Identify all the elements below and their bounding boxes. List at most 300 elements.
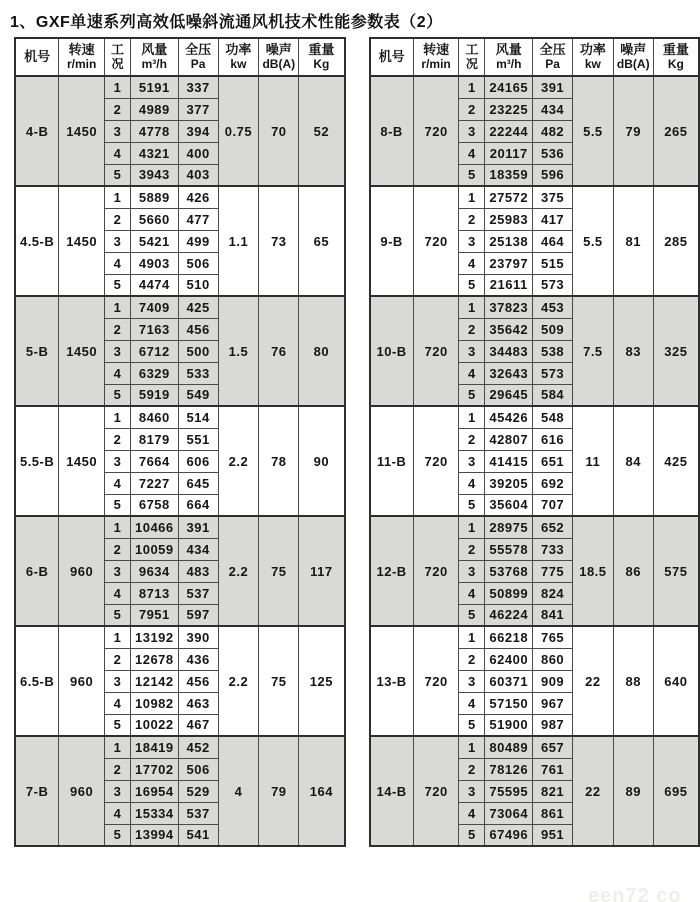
speed-cell: 720 (413, 736, 459, 846)
flow-cell: 15334 (130, 802, 178, 824)
pressure-cell: 391 (533, 76, 573, 98)
pressure-cell: 483 (178, 560, 218, 582)
speed-cell: 720 (413, 516, 459, 626)
weight-cell: 640 (653, 626, 699, 736)
condition-cell: 1 (105, 186, 131, 208)
speed-cell: 720 (413, 186, 459, 296)
flow-cell: 7951 (130, 604, 178, 626)
pressure-cell: 536 (533, 142, 573, 164)
flow-cell: 67496 (485, 824, 533, 846)
flow-cell: 35604 (485, 494, 533, 516)
flow-cell: 10466 (130, 516, 178, 538)
column-header-unit: Pa (190, 56, 206, 71)
pressure-cell: 573 (533, 362, 573, 384)
flow-cell: 22244 (485, 120, 533, 142)
model-cell: 4-B (15, 76, 59, 186)
condition-cell: 3 (459, 340, 485, 362)
power-cell: 4 (218, 736, 259, 846)
column-header-unit: Pa (545, 56, 560, 71)
flow-cell: 7664 (130, 450, 178, 472)
column-header (105, 38, 131, 76)
flow-cell: 75595 (485, 780, 533, 802)
condition-cell: 5 (459, 714, 485, 736)
column-header (218, 38, 259, 76)
column-header (15, 38, 59, 76)
fan-group (15, 186, 345, 296)
column-header-label: 机号 (378, 48, 405, 64)
noise-cell: 76 (259, 296, 299, 406)
condition-cell: 1 (459, 406, 485, 428)
column-header-label: 转速 (423, 41, 450, 57)
flow-cell: 20117 (485, 142, 533, 164)
condition-cell: 5 (105, 274, 131, 296)
pressure-cell: 482 (533, 120, 573, 142)
power-cell: 2.2 (218, 626, 259, 736)
pressure-cell: 775 (533, 560, 573, 582)
speed-cell: 720 (413, 626, 459, 736)
power-cell: 22 (572, 626, 613, 736)
condition-cell: 1 (459, 186, 485, 208)
flow-cell: 10982 (130, 692, 178, 714)
weight-cell: 425 (653, 406, 699, 516)
noise-cell: 75 (259, 516, 299, 626)
fan-group (15, 516, 345, 626)
pressure-cell: 645 (178, 472, 218, 494)
model-cell: 5-B (15, 296, 59, 406)
column-header-unit: Kg (313, 56, 330, 71)
flow-cell: 60371 (485, 670, 533, 692)
flow-cell: 34483 (485, 340, 533, 362)
noise-cell: 84 (613, 406, 653, 516)
pressure-cell: 403 (178, 164, 218, 186)
column-header (59, 38, 105, 76)
model-cell: 8-B (370, 76, 414, 186)
noise-cell: 88 (613, 626, 653, 736)
weight-cell: 80 (299, 296, 345, 406)
pressure-cell: 390 (178, 626, 218, 648)
pressure-cell: 509 (533, 318, 573, 340)
condition-cell: 1 (459, 76, 485, 98)
condition-cell: 3 (459, 780, 485, 802)
pressure-cell: 584 (533, 384, 573, 406)
condition-cell: 2 (459, 648, 485, 670)
fan-group (370, 406, 700, 516)
column-header-label: 全压 (185, 41, 212, 57)
speed-cell: 1450 (59, 296, 105, 406)
pressure-cell: 652 (533, 516, 573, 538)
pressure-cell: 541 (178, 824, 218, 846)
column-header (299, 38, 345, 76)
condition-cell: 4 (459, 142, 485, 164)
tables-container (0, 37, 700, 847)
condition-cell: 4 (459, 252, 485, 274)
flow-cell: 13994 (130, 824, 178, 846)
flow-cell: 53768 (485, 560, 533, 582)
weight-cell: 65 (299, 186, 345, 296)
model-cell: 14-B (370, 736, 414, 846)
table-row (15, 186, 345, 208)
condition-cell: 1 (105, 516, 131, 538)
flow-cell: 41415 (485, 450, 533, 472)
column-header-unit: r/min (421, 56, 451, 71)
condition-cell: 4 (105, 362, 131, 384)
flow-cell: 32643 (485, 362, 533, 384)
pressure-cell: 821 (533, 780, 573, 802)
power-cell: 1.1 (218, 186, 259, 296)
flow-cell: 8713 (130, 582, 178, 604)
flow-cell: 5421 (130, 230, 178, 252)
flow-cell: 51900 (485, 714, 533, 736)
pressure-cell: 510 (178, 274, 218, 296)
speed-cell: 720 (413, 296, 459, 406)
condition-cell: 2 (459, 758, 485, 780)
flow-cell: 66218 (485, 626, 533, 648)
pressure-cell: 426 (178, 186, 218, 208)
pressure-cell: 861 (533, 802, 573, 824)
flow-cell: 8460 (130, 406, 178, 428)
pressure-cell: 551 (178, 428, 218, 450)
noise-cell: 75 (259, 626, 299, 736)
pressure-cell: 538 (533, 340, 573, 362)
power-cell: 22 (572, 736, 613, 846)
condition-cell: 5 (459, 824, 485, 846)
condition-cell: 2 (459, 428, 485, 450)
noise-cell: 79 (613, 76, 653, 186)
pressure-cell: 337 (178, 76, 218, 98)
column-header-label: 功率 (225, 41, 252, 57)
condition-cell: 3 (105, 450, 131, 472)
pressure-cell: 417 (533, 208, 573, 230)
flow-cell: 37823 (485, 296, 533, 318)
fan-group (370, 516, 700, 626)
table-row (15, 736, 345, 758)
pressure-cell: 467 (178, 714, 218, 736)
column-header-label: 噪声 (620, 41, 647, 57)
spec-table-right (369, 37, 700, 847)
condition-cell: 4 (105, 582, 131, 604)
pressure-cell: 453 (533, 296, 573, 318)
pressure-cell: 436 (178, 648, 218, 670)
column-header-label: 重量 (308, 41, 335, 57)
column-header-label: 功率 (579, 41, 606, 57)
table-row (370, 76, 700, 98)
power-cell: 5.5 (572, 186, 613, 296)
condition-cell: 4 (459, 362, 485, 384)
pressure-cell: 537 (178, 802, 218, 824)
flow-cell: 78126 (485, 758, 533, 780)
flow-cell: 12142 (130, 670, 178, 692)
condition-cell: 4 (459, 802, 485, 824)
weight-cell: 125 (299, 626, 345, 736)
column-header (259, 38, 299, 76)
condition-cell: 3 (459, 230, 485, 252)
pressure-cell: 707 (533, 494, 573, 516)
weight-cell: 575 (653, 516, 699, 626)
column-header-label: 工 (110, 41, 124, 57)
model-cell: 9-B (370, 186, 414, 296)
condition-cell: 3 (459, 560, 485, 582)
flow-cell: 24165 (485, 76, 533, 98)
flow-cell: 4474 (130, 274, 178, 296)
pressure-cell: 499 (178, 230, 218, 252)
column-header (533, 38, 573, 76)
flow-cell: 4778 (130, 120, 178, 142)
flow-cell: 23225 (485, 98, 533, 120)
condition-cell: 3 (459, 670, 485, 692)
column-header (613, 38, 653, 76)
pressure-cell: 651 (533, 450, 573, 472)
condition-cell: 5 (459, 494, 485, 516)
condition-cell: 5 (459, 274, 485, 296)
column-header-label: 机号 (24, 48, 51, 64)
condition-cell: 4 (459, 472, 485, 494)
flow-cell: 5889 (130, 186, 178, 208)
model-cell: 12-B (370, 516, 414, 626)
weight-cell: 695 (653, 736, 699, 846)
pressure-cell: 824 (533, 582, 573, 604)
spec-table-left (14, 37, 346, 847)
pressure-cell: 375 (533, 186, 573, 208)
speed-cell: 1450 (59, 406, 105, 516)
condition-cell: 3 (459, 450, 485, 472)
condition-cell: 1 (459, 516, 485, 538)
pressure-cell: 506 (178, 758, 218, 780)
table-row (15, 406, 345, 428)
condition-cell: 5 (105, 714, 131, 736)
table-row (370, 626, 700, 648)
power-cell: 7.5 (572, 296, 613, 406)
column-header-unit: m³/h (496, 56, 522, 71)
pressure-cell: 515 (533, 252, 573, 274)
pressure-cell: 463 (178, 692, 218, 714)
condition-cell: 2 (105, 538, 131, 560)
pressure-cell: 657 (533, 736, 573, 758)
fan-group (15, 296, 345, 406)
condition-cell: 3 (105, 340, 131, 362)
column-header (459, 38, 485, 76)
column-header (572, 38, 613, 76)
flow-cell: 6712 (130, 340, 178, 362)
noise-cell: 89 (613, 736, 653, 846)
flow-cell: 13192 (130, 626, 178, 648)
column-header (413, 38, 459, 76)
speed-cell: 1450 (59, 186, 105, 296)
flow-cell: 4989 (130, 98, 178, 120)
pressure-cell: 477 (178, 208, 218, 230)
pressure-cell: 967 (533, 692, 573, 714)
flow-cell: 12678 (130, 648, 178, 670)
pressure-cell: 597 (178, 604, 218, 626)
condition-cell: 5 (459, 604, 485, 626)
flow-cell: 73064 (485, 802, 533, 824)
noise-cell: 70 (259, 76, 299, 186)
flow-cell: 55578 (485, 538, 533, 560)
condition-cell: 3 (105, 120, 131, 142)
fan-group (370, 76, 700, 186)
pressure-cell: 452 (178, 736, 218, 758)
condition-cell: 1 (105, 736, 131, 758)
column-header (178, 38, 218, 76)
model-cell: 10-B (370, 296, 414, 406)
condition-cell: 1 (105, 76, 131, 98)
column-header-label: 噪声 (265, 41, 292, 57)
fan-group (15, 736, 345, 846)
condition-cell: 2 (105, 648, 131, 670)
column-header-label: 全压 (539, 41, 566, 57)
noise-cell: 81 (613, 186, 653, 296)
flow-cell: 16954 (130, 780, 178, 802)
power-cell: 2.2 (218, 516, 259, 626)
condition-cell: 2 (105, 428, 131, 450)
flow-cell: 28975 (485, 516, 533, 538)
condition-cell: 3 (105, 230, 131, 252)
weight-cell: 117 (299, 516, 345, 626)
flow-cell: 3943 (130, 164, 178, 186)
condition-cell: 5 (105, 164, 131, 186)
condition-cell: 5 (105, 824, 131, 846)
flow-cell: 25138 (485, 230, 533, 252)
condition-cell: 1 (105, 626, 131, 648)
noise-cell: 73 (259, 186, 299, 296)
condition-cell: 2 (105, 208, 131, 230)
condition-cell: 2 (459, 98, 485, 120)
condition-cell: 1 (105, 406, 131, 428)
column-header-label: 工 (465, 41, 479, 57)
column-header-unit: Kg (667, 56, 684, 71)
fan-group (15, 626, 345, 736)
flow-cell: 57150 (485, 692, 533, 714)
fan-group (370, 626, 700, 736)
pressure-cell: 951 (533, 824, 573, 846)
flow-cell: 4321 (130, 142, 178, 164)
speed-cell: 960 (59, 516, 105, 626)
flow-cell: 5660 (130, 208, 178, 230)
table-row (370, 186, 700, 208)
pressure-cell: 529 (178, 780, 218, 802)
model-cell: 5.5-B (15, 406, 59, 516)
header-row (15, 38, 345, 76)
noise-cell: 86 (613, 516, 653, 626)
flow-cell: 6329 (130, 362, 178, 384)
flow-cell: 25983 (485, 208, 533, 230)
column-header-unit: m³/h (141, 56, 167, 71)
model-cell: 6-B (15, 516, 59, 626)
table-row (15, 626, 345, 648)
pressure-cell: 500 (178, 340, 218, 362)
pressure-cell: 548 (533, 406, 573, 428)
flow-cell: 21611 (485, 274, 533, 296)
flow-cell: 45426 (485, 406, 533, 428)
weight-cell: 325 (653, 296, 699, 406)
noise-cell: 78 (259, 406, 299, 516)
condition-cell: 4 (459, 582, 485, 604)
condition-cell: 4 (105, 692, 131, 714)
speed-cell: 1450 (59, 76, 105, 186)
fan-group (370, 736, 700, 846)
flow-cell: 10022 (130, 714, 178, 736)
weight-cell: 265 (653, 76, 699, 186)
pressure-cell: 761 (533, 758, 573, 780)
flow-cell: 50899 (485, 582, 533, 604)
pressure-cell: 860 (533, 648, 573, 670)
pressure-cell: 434 (533, 98, 573, 120)
pressure-cell: 909 (533, 670, 573, 692)
pressure-cell: 425 (178, 296, 218, 318)
flow-cell: 10059 (130, 538, 178, 560)
flow-cell: 8179 (130, 428, 178, 450)
pressure-cell: 596 (533, 164, 573, 186)
condition-cell: 2 (459, 318, 485, 340)
weight-cell: 52 (299, 76, 345, 186)
pressure-cell: 434 (178, 538, 218, 560)
weight-cell: 285 (653, 186, 699, 296)
pressure-cell: 400 (178, 142, 218, 164)
pressure-cell: 506 (178, 252, 218, 274)
table-row (370, 516, 700, 538)
pressure-cell: 606 (178, 450, 218, 472)
noise-cell: 83 (613, 296, 653, 406)
flow-cell: 23797 (485, 252, 533, 274)
pressure-cell: 765 (533, 626, 573, 648)
flow-cell: 7409 (130, 296, 178, 318)
flow-cell: 18359 (485, 164, 533, 186)
condition-cell: 1 (459, 296, 485, 318)
pressure-cell: 537 (178, 582, 218, 604)
pressure-cell: 514 (178, 406, 218, 428)
condition-cell: 1 (459, 736, 485, 758)
speed-cell: 720 (413, 76, 459, 186)
table-row (15, 516, 345, 538)
column-header-unit: 况 (465, 56, 478, 71)
model-cell: 11-B (370, 406, 414, 516)
condition-cell: 4 (105, 252, 131, 274)
speed-cell: 960 (59, 626, 105, 736)
watermark: een72 co (588, 885, 682, 902)
condition-cell: 4 (105, 802, 131, 824)
condition-cell: 5 (105, 384, 131, 406)
flow-cell: 18419 (130, 736, 178, 758)
weight-cell: 90 (299, 406, 345, 516)
model-cell: 13-B (370, 626, 414, 736)
model-cell: 6.5-B (15, 626, 59, 736)
pressure-cell: 692 (533, 472, 573, 494)
pressure-cell: 394 (178, 120, 218, 142)
pressure-cell: 377 (178, 98, 218, 120)
flow-cell: 80489 (485, 736, 533, 758)
table-row (15, 296, 345, 318)
power-cell: 18.5 (572, 516, 613, 626)
flow-cell: 9634 (130, 560, 178, 582)
flow-cell: 7227 (130, 472, 178, 494)
flow-cell: 42807 (485, 428, 533, 450)
table-row (370, 296, 700, 318)
power-cell: 0.75 (218, 76, 259, 186)
power-cell: 11 (572, 406, 613, 516)
condition-cell: 4 (105, 472, 131, 494)
flow-cell: 46224 (485, 604, 533, 626)
condition-cell: 3 (459, 120, 485, 142)
flow-cell: 35642 (485, 318, 533, 340)
flow-cell: 5191 (130, 76, 178, 98)
column-header-unit: r/min (66, 56, 97, 71)
condition-cell: 2 (105, 318, 131, 340)
condition-cell: 5 (459, 164, 485, 186)
pressure-cell: 464 (533, 230, 573, 252)
condition-cell: 5 (105, 494, 131, 516)
power-cell: 2.2 (218, 406, 259, 516)
condition-cell: 5 (105, 604, 131, 626)
table-row (370, 736, 700, 758)
